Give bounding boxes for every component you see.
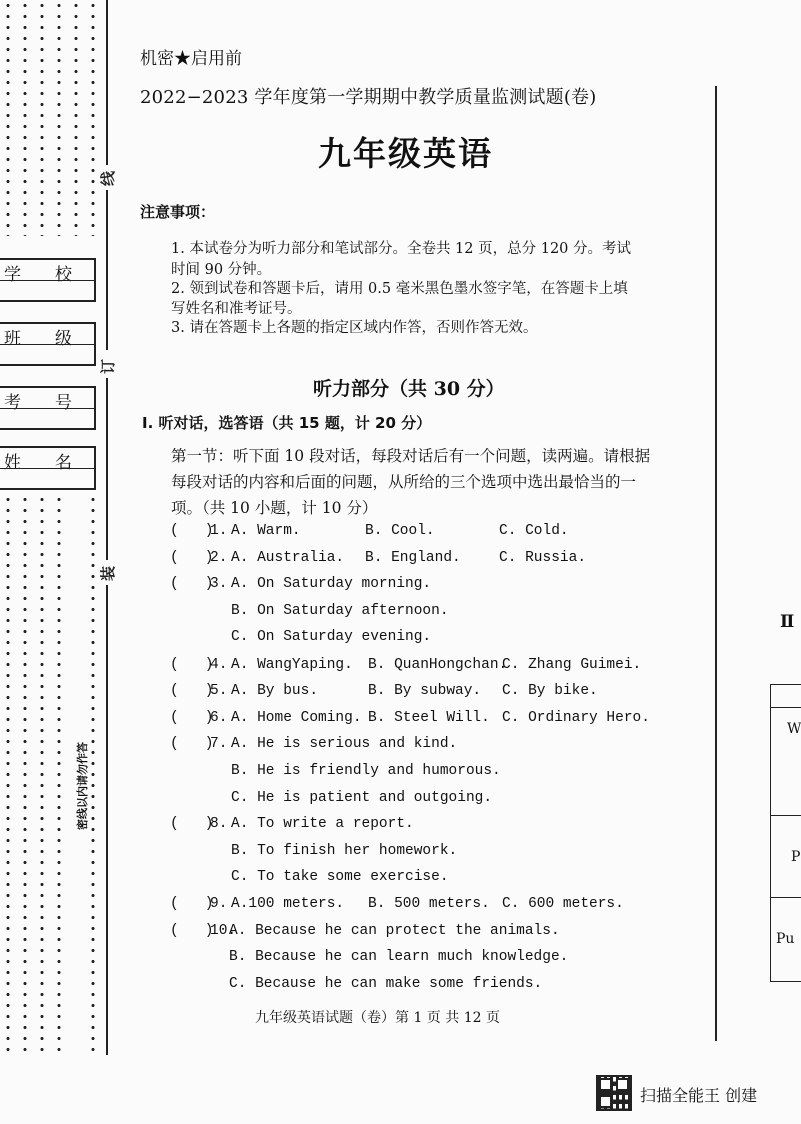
- field-label: 考 号: [4, 393, 72, 413]
- option-b: B. 500 meters.: [368, 895, 490, 912]
- secret-label: 机密★启用前: [140, 49, 242, 69]
- option-b: B. He is friendly and humorous.: [231, 762, 501, 779]
- question-9: [170, 896, 234, 912]
- option-b: B. By subway.: [368, 683, 482, 700]
- question-8: [170, 816, 234, 832]
- page-title: 九年级英语: [318, 134, 493, 173]
- question-3: [170, 576, 234, 592]
- option-b: B. Steel Will.: [368, 709, 490, 726]
- question-number: 4.: [210, 656, 228, 673]
- field-line: [0, 408, 94, 409]
- name-field[interactable]: [0, 446, 96, 490]
- option-c: C. He is patient and outgoing.: [231, 789, 493, 806]
- exam-title: 2022−2023 学年度第一学期期中教学质量监测试题(卷): [140, 87, 597, 108]
- binding-char: 线: [99, 170, 118, 187]
- answer-bracket[interactable]: ( ): [170, 523, 214, 539]
- dot-column: [23, 494, 27, 1054]
- option-a: A. To write a report.: [231, 816, 414, 833]
- next-page-table: [770, 684, 801, 982]
- question-4: [170, 657, 234, 673]
- question-number: 7.: [210, 736, 228, 753]
- answer-bracket[interactable]: ( ): [170, 709, 214, 726]
- school-field[interactable]: [0, 258, 96, 302]
- option-c: C. To take some exercise.: [231, 869, 449, 886]
- option-a: A. He is serious and kind.: [231, 736, 458, 753]
- section-title: 听力部分（共 30 分）: [313, 378, 505, 400]
- option-b: B. QuanHongchan.: [368, 656, 508, 673]
- question-2: [170, 550, 234, 566]
- page-footer: 九年级英语试题（卷）第 1 页 共 12 页: [255, 1010, 500, 1026]
- note-line: 时间 90 分钟。: [171, 262, 272, 278]
- option-a: A. On Saturday morning.: [231, 576, 432, 593]
- table-cell: Pu: [776, 931, 795, 947]
- scanner-watermark: 扫描全能王 创建: [640, 1086, 758, 1105]
- option-a: A. Home Coming.: [231, 709, 362, 726]
- dot-column: [40, 494, 44, 1054]
- question-number: 1.: [210, 523, 228, 539]
- option-c: C. 600 meters.: [502, 895, 624, 912]
- option-c: C. Ordinary Hero.: [502, 709, 650, 726]
- question-5: [170, 683, 234, 699]
- part-title: Ⅰ. 听对话，选答语（共 15 题，计 20 分）: [142, 414, 432, 432]
- option-c: C. Russia.: [499, 549, 587, 566]
- dot-column: [40, 0, 44, 236]
- option-b: B. Because he can learn much knowledge.: [229, 949, 569, 966]
- option-a: A.100 meters.: [231, 895, 345, 912]
- dot-column: [91, 494, 95, 1054]
- page-divider: [715, 86, 717, 1041]
- question-7: [170, 736, 234, 752]
- binding-char: 订: [99, 358, 118, 375]
- dot-column: [74, 0, 78, 236]
- field-label: 学 校: [4, 265, 72, 285]
- dot-column: [23, 0, 27, 236]
- answer-bracket[interactable]: ( ): [170, 816, 214, 833]
- option-a: A. Australia.: [231, 549, 345, 566]
- binding-char: 装: [99, 565, 118, 582]
- instruction-line: 每段对话的内容和后面的问题，从所给的三个选项中选出最恰当的一: [171, 473, 637, 491]
- field-line: [0, 344, 94, 345]
- next-part-numeral: Ⅱ: [780, 612, 795, 632]
- dot-column: [6, 0, 10, 236]
- table-cell: P: [791, 849, 801, 865]
- table-rule: [771, 897, 801, 898]
- question-1: [170, 523, 234, 539]
- answer-bracket[interactable]: ( ): [170, 549, 214, 566]
- note-line: 2. 领到试卷和答题卡后，请用 0.5 毫米黑色墨水签字笔，在答题卡上填: [171, 281, 628, 297]
- binding-line: [106, 378, 108, 560]
- option-b: B. Cool.: [365, 523, 435, 539]
- answer-bracket[interactable]: ( ): [170, 895, 214, 912]
- option-c: C. Zhang Guimei.: [502, 656, 642, 673]
- note-line: 1. 本试卷分为听力部分和笔试部分。全卷共 12 页，总分 120 分。考试: [171, 241, 632, 257]
- field-label: 姓 名: [4, 453, 72, 473]
- question-number: 2.: [210, 549, 228, 566]
- dot-column: [6, 494, 10, 1054]
- option-a: A. By bus.: [231, 683, 319, 700]
- notes-title: 注意事项：: [140, 203, 216, 221]
- exam-number-field[interactable]: [0, 386, 96, 430]
- dot-column: [57, 0, 61, 236]
- question-number: 9.: [210, 895, 228, 912]
- option-a: A. WangYaping.: [231, 656, 353, 673]
- no-answer-note: 密线以内请勿作答: [76, 742, 89, 830]
- option-a: A. Because he can protect the animals.: [229, 922, 560, 939]
- field-line: [0, 468, 94, 469]
- question-number: 5.: [210, 683, 228, 700]
- table-rule: [771, 815, 801, 816]
- question-number: 10.: [210, 922, 237, 939]
- answer-bracket[interactable]: ( ): [170, 576, 214, 593]
- dot-column: [57, 494, 61, 1054]
- binding-line: [106, 190, 108, 350]
- note-line: 3. 请在答题卡上各题的指定区域内作答，否则作答无效。: [171, 320, 538, 336]
- answer-bracket[interactable]: ( ): [170, 736, 214, 753]
- question-number: 3.: [210, 576, 228, 593]
- table-rule: [771, 707, 801, 708]
- answer-bracket[interactable]: ( ): [170, 656, 214, 673]
- option-b: B. On Saturday afternoon.: [231, 602, 449, 619]
- option-b: B. To finish her homework.: [231, 842, 458, 859]
- question-number: 8.: [210, 816, 228, 833]
- binding-line: [106, 585, 108, 1055]
- answer-bracket[interactable]: ( ): [170, 922, 214, 939]
- option-c: C. Cold.: [499, 523, 569, 539]
- dot-column: [91, 0, 95, 236]
- instruction-line: 项。（共 10 小题，计 10 分）: [171, 499, 378, 517]
- table-cell: W: [787, 721, 801, 737]
- qr-code-icon: [596, 1075, 632, 1111]
- option-a: A. Warm.: [231, 523, 301, 539]
- question-6: [170, 710, 234, 726]
- note-line: 写姓名和准考证号。: [171, 301, 302, 317]
- question-10: [170, 922, 237, 939]
- option-c: C. On Saturday evening.: [231, 629, 432, 646]
- field-line: [0, 280, 94, 281]
- option-b: B. England.: [365, 549, 461, 566]
- class-field[interactable]: [0, 322, 96, 366]
- answer-bracket[interactable]: ( ): [170, 683, 214, 700]
- field-label: 班 级: [4, 329, 72, 349]
- instruction-line: 第一节：听下面 10 段对话，每段对话后有一个问题，读两遍。请根据: [171, 447, 651, 465]
- question-number: 6.: [210, 709, 228, 726]
- option-c: C. Because he can make some friends.: [229, 975, 543, 992]
- option-c: C. By bike.: [502, 683, 598, 700]
